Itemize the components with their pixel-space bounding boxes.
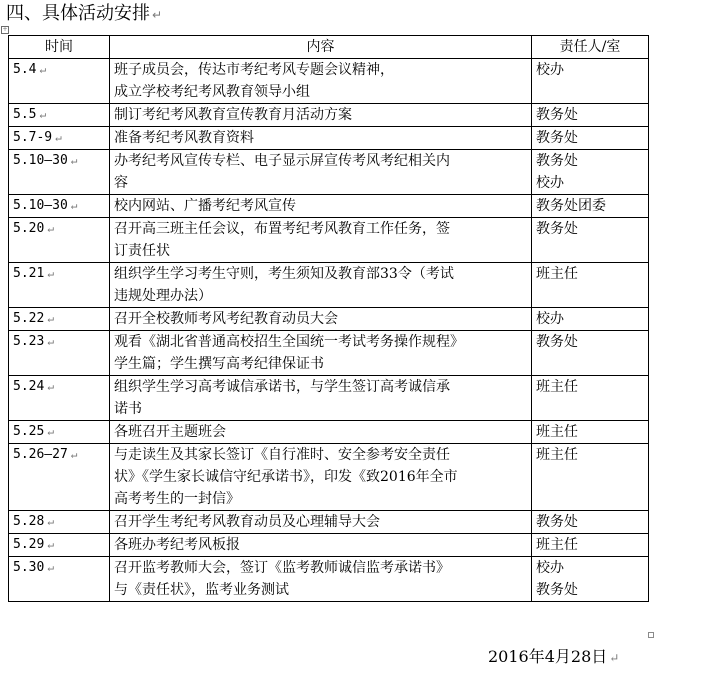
time-text: 5.30 bbox=[13, 560, 45, 575]
content-line: 各班办考纪考风板报 bbox=[114, 537, 240, 553]
content-line: 召开监考教师大会，签订《监考教师诚信监考承诺书》 bbox=[114, 560, 450, 576]
owner-line: 班主任 bbox=[536, 266, 578, 282]
paragraph-mark-icon: ↵ bbox=[39, 63, 47, 76]
owner-cell[interactable] bbox=[532, 104, 649, 127]
time-cell[interactable] bbox=[9, 557, 110, 602]
content-line: 违规处理办法） bbox=[114, 288, 212, 304]
column-header-owner: 责任人/室 bbox=[532, 36, 649, 59]
paragraph-mark-icon: ↵ bbox=[47, 335, 54, 348]
paragraph-mark-icon: ↵ bbox=[47, 380, 54, 393]
time-text: 5.29 bbox=[13, 537, 45, 552]
table-row bbox=[9, 59, 649, 104]
content-line: 与走读生及其家长签订《自行准时、安全参考安全责任 bbox=[114, 447, 450, 463]
table-row bbox=[9, 263, 649, 308]
owner-line: 班主任 bbox=[536, 537, 578, 553]
content-cell[interactable] bbox=[110, 534, 532, 557]
table-row bbox=[9, 444, 649, 511]
time-text: 5.5 bbox=[13, 107, 37, 122]
owner-cell[interactable] bbox=[532, 444, 649, 511]
owner-line: 教务处团委 bbox=[536, 198, 606, 214]
paragraph-mark-icon: ↵ bbox=[47, 222, 54, 235]
time-text: 5.4 bbox=[13, 62, 37, 77]
table-row bbox=[9, 557, 649, 602]
time-cell[interactable] bbox=[9, 218, 110, 263]
owner-cell[interactable] bbox=[532, 308, 649, 331]
content-line: 校内网站、广播考纪考风宣传 bbox=[114, 198, 296, 214]
owner-cell[interactable] bbox=[532, 534, 649, 557]
time-text: 5.26—27 bbox=[13, 447, 68, 462]
owner-line: 教务处 bbox=[536, 582, 578, 598]
owner-cell[interactable] bbox=[532, 59, 649, 104]
table-row bbox=[9, 534, 649, 557]
owner-line: 校办 bbox=[536, 311, 564, 327]
owner-line: 校办 bbox=[536, 175, 564, 191]
time-text: 5.7-9 bbox=[13, 130, 53, 145]
content-line: 诺书 bbox=[114, 401, 142, 417]
footer-date-text: 2016年4月28日 bbox=[488, 647, 608, 666]
time-cell[interactable] bbox=[9, 150, 110, 195]
owner-cell[interactable] bbox=[532, 331, 649, 376]
content-cell[interactable] bbox=[110, 218, 532, 263]
time-text: 5.22 bbox=[13, 311, 45, 326]
owner-cell[interactable] bbox=[532, 195, 649, 218]
table-resize-handle[interactable] bbox=[648, 632, 654, 638]
time-cell[interactable] bbox=[9, 511, 110, 534]
paragraph-mark-icon: ↵ bbox=[47, 561, 54, 574]
content-line: 组织学生学习考生守则，考生须知及教育部33令（考试 bbox=[114, 266, 454, 282]
owner-line: 教务处 bbox=[536, 107, 578, 123]
content-cell[interactable] bbox=[110, 557, 532, 602]
table-row bbox=[9, 421, 649, 444]
owner-line: 校办 bbox=[536, 560, 564, 576]
content-cell[interactable] bbox=[110, 104, 532, 127]
table-move-handle[interactable]: + bbox=[2, 26, 8, 33]
content-cell[interactable] bbox=[110, 511, 532, 534]
time-cell[interactable] bbox=[9, 308, 110, 331]
owner-cell[interactable] bbox=[532, 511, 649, 534]
time-text: 5.25 bbox=[13, 424, 45, 439]
content-cell[interactable] bbox=[110, 59, 532, 104]
content-line: 学生篇；学生撰写高考纪律保证书 bbox=[114, 356, 324, 372]
owner-line: 班主任 bbox=[536, 447, 578, 463]
owner-line: 校办 bbox=[536, 62, 564, 78]
content-line: 办考纪考风宣传专栏、电子显示屏宣传考风考纪相关内 bbox=[114, 153, 450, 169]
column-header-content: 内容 bbox=[110, 36, 532, 59]
time-cell[interactable] bbox=[9, 104, 110, 127]
table-row bbox=[9, 331, 649, 376]
table-row bbox=[9, 127, 649, 150]
paragraph-mark-icon: ↵ bbox=[47, 515, 54, 528]
paragraph-mark-icon: ↵ bbox=[70, 448, 78, 461]
time-cell[interactable] bbox=[9, 534, 110, 557]
paragraph-mark-icon: ↵ bbox=[70, 199, 78, 212]
paragraph-mark-icon: ↵ bbox=[55, 131, 62, 144]
paragraph-mark-icon: ↵ bbox=[152, 8, 163, 22]
time-text: 5.10—30 bbox=[13, 153, 68, 168]
paragraph-mark-icon: ↵ bbox=[47, 425, 54, 438]
content-line: 容 bbox=[114, 175, 128, 191]
owner-cell[interactable] bbox=[532, 421, 649, 444]
paragraph-mark-icon: ↵ bbox=[47, 312, 54, 325]
time-text: 5.28 bbox=[13, 514, 45, 529]
time-text: 5.23 bbox=[13, 334, 45, 349]
content-line: 高考考生的一封信》 bbox=[114, 491, 240, 507]
owner-line: 教务处 bbox=[536, 130, 578, 146]
owner-cell[interactable] bbox=[532, 218, 649, 263]
paragraph-mark-icon: ↵ bbox=[70, 154, 78, 167]
section-heading bbox=[6, 2, 162, 27]
table-row bbox=[9, 104, 649, 127]
owner-line: 教务处 bbox=[536, 514, 578, 530]
owner-line: 班主任 bbox=[536, 424, 578, 440]
table-header-row bbox=[9, 36, 649, 59]
content-cell[interactable] bbox=[110, 308, 532, 331]
content-line: 状》《学生家长诚信守纪承诺书》，印发《致2016年全市 bbox=[114, 469, 458, 485]
content-line: 班子成员会，传达市考纪考风专题会议精神， bbox=[114, 62, 394, 78]
time-text: 5.24 bbox=[13, 379, 45, 394]
content-cell[interactable] bbox=[110, 376, 532, 421]
time-cell[interactable] bbox=[9, 421, 110, 444]
table-row bbox=[9, 308, 649, 331]
content-line: 观看《湖北省普通高校招生全国统一考试考务操作规程》 bbox=[114, 334, 464, 350]
content-cell[interactable] bbox=[110, 195, 532, 218]
owner-cell[interactable] bbox=[532, 557, 649, 602]
content-line: 制订考纪考风教育宣传教育月活动方案 bbox=[114, 107, 352, 123]
paragraph-mark-icon: ↵ bbox=[47, 538, 54, 551]
paragraph-mark-icon: ↵ bbox=[39, 108, 47, 121]
time-cell[interactable] bbox=[9, 195, 110, 218]
owner-cell[interactable] bbox=[532, 150, 649, 195]
content-line: 召开全校教师考风考纪教育动员大会 bbox=[114, 311, 338, 327]
owner-cell[interactable] bbox=[532, 376, 649, 421]
table-row bbox=[9, 376, 649, 421]
content-line: 各班召开主题班会 bbox=[114, 424, 226, 440]
content-cell[interactable] bbox=[110, 263, 532, 308]
time-cell[interactable] bbox=[9, 59, 110, 104]
content-cell[interactable] bbox=[110, 127, 532, 150]
time-cell[interactable] bbox=[9, 331, 110, 376]
content-line: 订责任状 bbox=[114, 243, 170, 259]
table-row bbox=[9, 218, 649, 263]
content-cell[interactable] bbox=[110, 331, 532, 376]
content-cell[interactable] bbox=[110, 444, 532, 511]
time-text: 5.21 bbox=[13, 266, 45, 281]
time-text: 5.10—30 bbox=[13, 198, 68, 213]
activity-table bbox=[8, 35, 649, 602]
owner-line: 教务处 bbox=[536, 334, 578, 350]
time-text: 5.20 bbox=[13, 221, 45, 236]
owner-line: 教务处 bbox=[536, 221, 578, 237]
content-line: 召开高三班主任会议，布置考纪考风教育工作任务，签 bbox=[114, 221, 450, 237]
footer-date bbox=[488, 645, 619, 670]
paragraph-mark-icon: ↵ bbox=[47, 267, 54, 280]
table-row bbox=[9, 511, 649, 534]
table-row bbox=[9, 195, 649, 218]
section-heading-text: 四、具体活动安排 bbox=[6, 3, 150, 24]
owner-cell[interactable] bbox=[532, 263, 649, 308]
time-cell[interactable] bbox=[9, 263, 110, 308]
content-line: 成立学校考纪考风教育领导小组 bbox=[114, 84, 310, 100]
column-header-time: 时间 bbox=[9, 36, 110, 59]
owner-line: 教务处 bbox=[536, 153, 578, 169]
content-line: 准备考纪考风教育资料 bbox=[114, 130, 254, 146]
time-cell[interactable] bbox=[9, 376, 110, 421]
paragraph-mark-icon: ↵ bbox=[609, 651, 620, 665]
content-cell[interactable] bbox=[110, 421, 532, 444]
table-row bbox=[9, 150, 649, 195]
time-cell[interactable] bbox=[9, 444, 110, 511]
content-line: 组织学生学习高考诚信承诺书，与学生签订高考诚信承 bbox=[114, 379, 450, 395]
owner-cell[interactable] bbox=[532, 127, 649, 150]
time-cell[interactable] bbox=[9, 127, 110, 150]
content-line: 与《责任状》，监考业务测试 bbox=[114, 582, 289, 598]
owner-line: 班主任 bbox=[536, 379, 578, 395]
content-line: 召开学生考纪考风教育动员及心理辅导大会 bbox=[114, 514, 380, 530]
content-cell[interactable] bbox=[110, 150, 532, 195]
